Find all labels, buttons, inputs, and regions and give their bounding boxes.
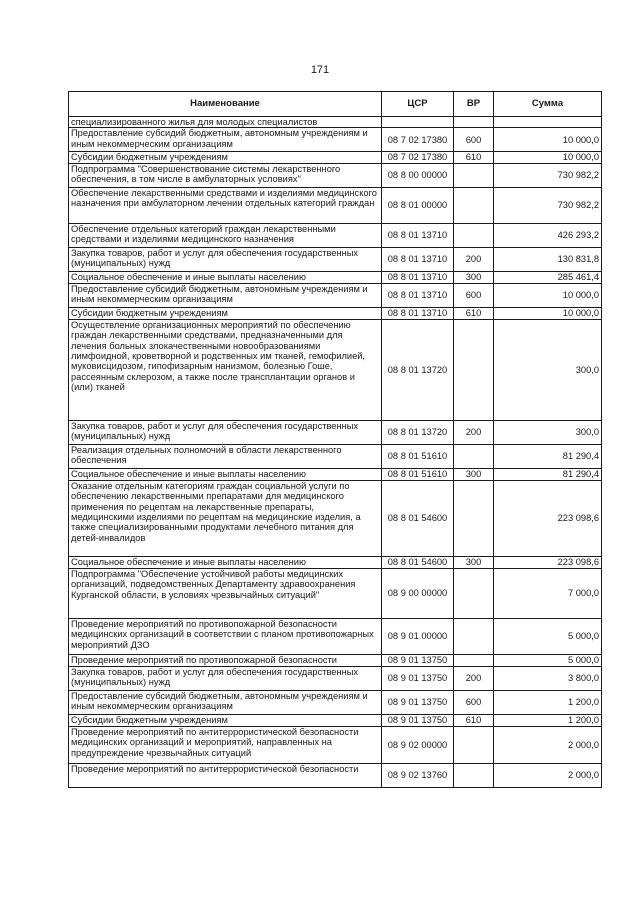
row-sum-cell: 10 000,0 (494, 128, 602, 152)
header-csr: ЦСР (382, 92, 454, 117)
table-row (69, 307, 602, 319)
table-row (69, 319, 602, 420)
row-sum-cell: 223 098,6 (494, 556, 602, 568)
row-vr-cell: 610 (454, 307, 494, 319)
row-csr-cell: 08 7 02 17380 (382, 128, 454, 152)
row-name-cell: Оказание отдельным категориям граждан социальной услуги по обеспечению лекарственными препаратами для медицинского применения по рецептам на лекарственные препараты, медицинскими изделиями по рецептам на медицинские изделия, а также специализированными продуктами лечебного питания для детей-инвалидов (69, 480, 382, 556)
header-sum: Сумма (494, 92, 602, 117)
row-name-cell: Социальное обеспечение и иные выплаты населению (69, 271, 382, 283)
row-vr-cell (454, 117, 494, 128)
row-vr-cell (454, 187, 494, 223)
table-row (69, 666, 602, 690)
row-sum-cell: 730 982,2 (494, 163, 602, 187)
table-row (69, 152, 602, 163)
row-sum-cell: 130 831,8 (494, 247, 602, 271)
row-sum-cell: 7 000,0 (494, 568, 602, 618)
row-csr-cell: 08 9 01 00000 (382, 618, 454, 654)
row-vr-cell: 200 (454, 420, 494, 444)
table-row (69, 714, 602, 726)
row-csr-cell: 08 8 01 51610 (382, 444, 454, 468)
row-sum-cell: 10 000,0 (494, 283, 602, 307)
table-row (69, 480, 602, 556)
table-row (69, 247, 602, 271)
row-name-cell: Проведение мероприятий по антитеррористической безопасности (69, 763, 382, 787)
table-row (69, 223, 602, 247)
table-row (69, 690, 602, 714)
row-name-cell: Закупка товаров, работ и услуг для обеспечения государственных (муниципальных) нужд (69, 420, 382, 444)
row-name-cell: Обеспечение отдельных категорий граждан лекарственными средствами и изделиями медицинского назначения (69, 223, 382, 247)
row-csr-cell: 08 8 01 13710 (382, 307, 454, 319)
row-sum-cell: 2 000,0 (494, 763, 602, 787)
row-sum-cell: 1 200,0 (494, 714, 602, 726)
row-sum-cell: 1 200,0 (494, 690, 602, 714)
table-row (69, 128, 602, 152)
row-csr-cell: 08 8 01 51610 (382, 468, 454, 480)
table-row (69, 556, 602, 568)
row-vr-cell: 600 (454, 690, 494, 714)
header-name: Наименование (69, 92, 382, 117)
row-sum-cell (494, 117, 602, 128)
row-name-cell: Предоставление субсидий бюджетным, автономным учреждениям и иным некоммерческим организациям (69, 283, 382, 307)
row-csr-cell: 08 8 01 13710 (382, 247, 454, 271)
row-vr-cell: 300 (454, 556, 494, 568)
row-name-cell: Социальное обеспечение и иные выплаты населению (69, 468, 382, 480)
row-vr-cell: 300 (454, 468, 494, 480)
table-row (69, 283, 602, 307)
budget-table (68, 91, 602, 788)
row-sum-cell: 300,0 (494, 420, 602, 444)
row-csr-cell (382, 117, 454, 128)
row-vr-cell: 610 (454, 152, 494, 163)
page-number: 171 (310, 64, 330, 76)
row-vr-cell (454, 480, 494, 556)
row-csr-cell: 08 8 01 54600 (382, 556, 454, 568)
row-vr-cell: 600 (454, 128, 494, 152)
row-name-cell: Проведение мероприятий по противопожарной безопасности (69, 654, 382, 666)
row-csr-cell: 08 8 01 13710 (382, 223, 454, 247)
row-vr-cell (454, 163, 494, 187)
row-sum-cell: 81 290,4 (494, 444, 602, 468)
row-name-cell: Проведение мероприятий по противопожарной безопасности медицинских организаций в соответствии с планом противопожарных мероприятий ДЗО (69, 618, 382, 654)
row-vr-cell: 200 (454, 666, 494, 690)
row-name-cell: Закупка товаров, работ и услуг для обеспечения государственных (муниципальных) нужд (69, 666, 382, 690)
table-row (69, 654, 602, 666)
row-sum-cell: 5 000,0 (494, 654, 602, 666)
row-sum-cell: 300,0 (494, 319, 602, 420)
row-csr-cell: 08 9 00 00000 (382, 568, 454, 618)
table-row (69, 271, 602, 283)
row-vr-cell (454, 726, 494, 763)
row-vr-cell (454, 568, 494, 618)
row-name-cell: Субсидии бюджетным учреждениям (69, 714, 382, 726)
row-name-cell: специализированного жилья для молодых специалистов (69, 117, 382, 128)
table-row (69, 618, 602, 654)
row-csr-cell: 08 8 00 00000 (382, 163, 454, 187)
row-csr-cell: 08 9 01 13750 (382, 690, 454, 714)
row-name-cell: Субсидии бюджетным учреждениям (69, 307, 382, 319)
row-csr-cell: 08 8 01 13710 (382, 283, 454, 307)
row-name-cell: Закупка товаров, работ и услуг для обеспечения государственных (муниципальных) нужд (69, 247, 382, 271)
row-vr-cell (454, 763, 494, 787)
table-row (69, 568, 602, 618)
table-row (69, 763, 602, 787)
row-sum-cell: 730 982,2 (494, 187, 602, 223)
row-name-cell: Предоставление субсидий бюджетным, автономным учреждениям и иным некоммерческим организациям (69, 128, 382, 152)
table-row (69, 726, 602, 763)
row-sum-cell: 10 000,0 (494, 307, 602, 319)
row-name-cell: Реализация отдельных полномочий в области лекарственного обеспечения (69, 444, 382, 468)
row-name-cell: Проведение мероприятий по антитеррористической безопасности медицинских организаций и мероприятий, направленных на предупреждение чрезвычайных ситуаций (69, 726, 382, 763)
table-row (69, 117, 602, 128)
row-vr-cell (454, 654, 494, 666)
row-sum-cell: 2 000,0 (494, 726, 602, 763)
row-csr-cell: 08 8 01 13720 (382, 319, 454, 420)
row-name-cell: Обеспечение лекарственными средствами и изделиями медицинского назначения при амбулаторном лечении отдельных категорий граждан (69, 187, 382, 223)
table-row (69, 444, 602, 468)
row-name-cell: Субсидии бюджетным учреждениям (69, 152, 382, 163)
row-csr-cell: 08 9 01 13750 (382, 654, 454, 666)
table-header-row (69, 92, 602, 117)
row-csr-cell: 08 8 01 13720 (382, 420, 454, 444)
row-sum-cell: 3 800,0 (494, 666, 602, 690)
table-body (69, 117, 602, 788)
table-row (69, 187, 602, 223)
row-vr-cell (454, 444, 494, 468)
row-sum-cell: 223 098,6 (494, 480, 602, 556)
row-vr-cell (454, 319, 494, 420)
row-name-cell: Предоставление субсидий бюджетным, автономным учреждениям и иным некоммерческим организациям (69, 690, 382, 714)
row-vr-cell: 600 (454, 283, 494, 307)
row-sum-cell: 81 290,4 (494, 468, 602, 480)
row-vr-cell: 300 (454, 271, 494, 283)
row-name-cell: Подпрограмма "Совершенствование системы лекарственного обеспечения, в том числе в амбулаторных условиях" (69, 163, 382, 187)
row-vr-cell: 200 (454, 247, 494, 271)
table-row (69, 420, 602, 444)
row-csr-cell: 08 9 01 13750 (382, 714, 454, 726)
row-vr-cell: 610 (454, 714, 494, 726)
row-csr-cell: 08 9 02 00000 (382, 726, 454, 763)
row-name-cell: Подпрограмма "Обеспечение устойчивой работы медицинских организаций, подведомственных Департаменту здравоохранения Курганской области, в условиях чрезвычайных ситуаций" (69, 568, 382, 618)
table-row (69, 163, 602, 187)
row-csr-cell: 08 9 02 13760 (382, 763, 454, 787)
row-sum-cell: 285 461,4 (494, 271, 602, 283)
row-sum-cell: 426 293,2 (494, 223, 602, 247)
row-name-cell: Социальное обеспечение и иные выплаты населению (69, 556, 382, 568)
row-csr-cell: 08 9 01 13750 (382, 666, 454, 690)
row-csr-cell: 08 7 02 17380 (382, 152, 454, 163)
row-vr-cell (454, 223, 494, 247)
row-sum-cell: 10 000,0 (494, 152, 602, 163)
header-vr: ВР (454, 92, 494, 117)
row-csr-cell: 08 8 01 13710 (382, 271, 454, 283)
row-csr-cell: 08 8 01 00000 (382, 187, 454, 223)
row-sum-cell: 5 000,0 (494, 618, 602, 654)
row-vr-cell (454, 618, 494, 654)
table-row (69, 468, 602, 480)
row-csr-cell: 08 8 01 54600 (382, 480, 454, 556)
row-name-cell: Осуществление организационных мероприятий по обеспечению граждан лекарственными средствами, предназначенными для лечения больных злокачественными новообразованиями лимфоидной, кроветворной и родственных им тканей, гемофилией, муковисцидозом, гипофизарным нанизмом, болезнью Гоше, рассеянным склерозом, а также после трансплантации органов и (или) тканей (69, 319, 382, 420)
